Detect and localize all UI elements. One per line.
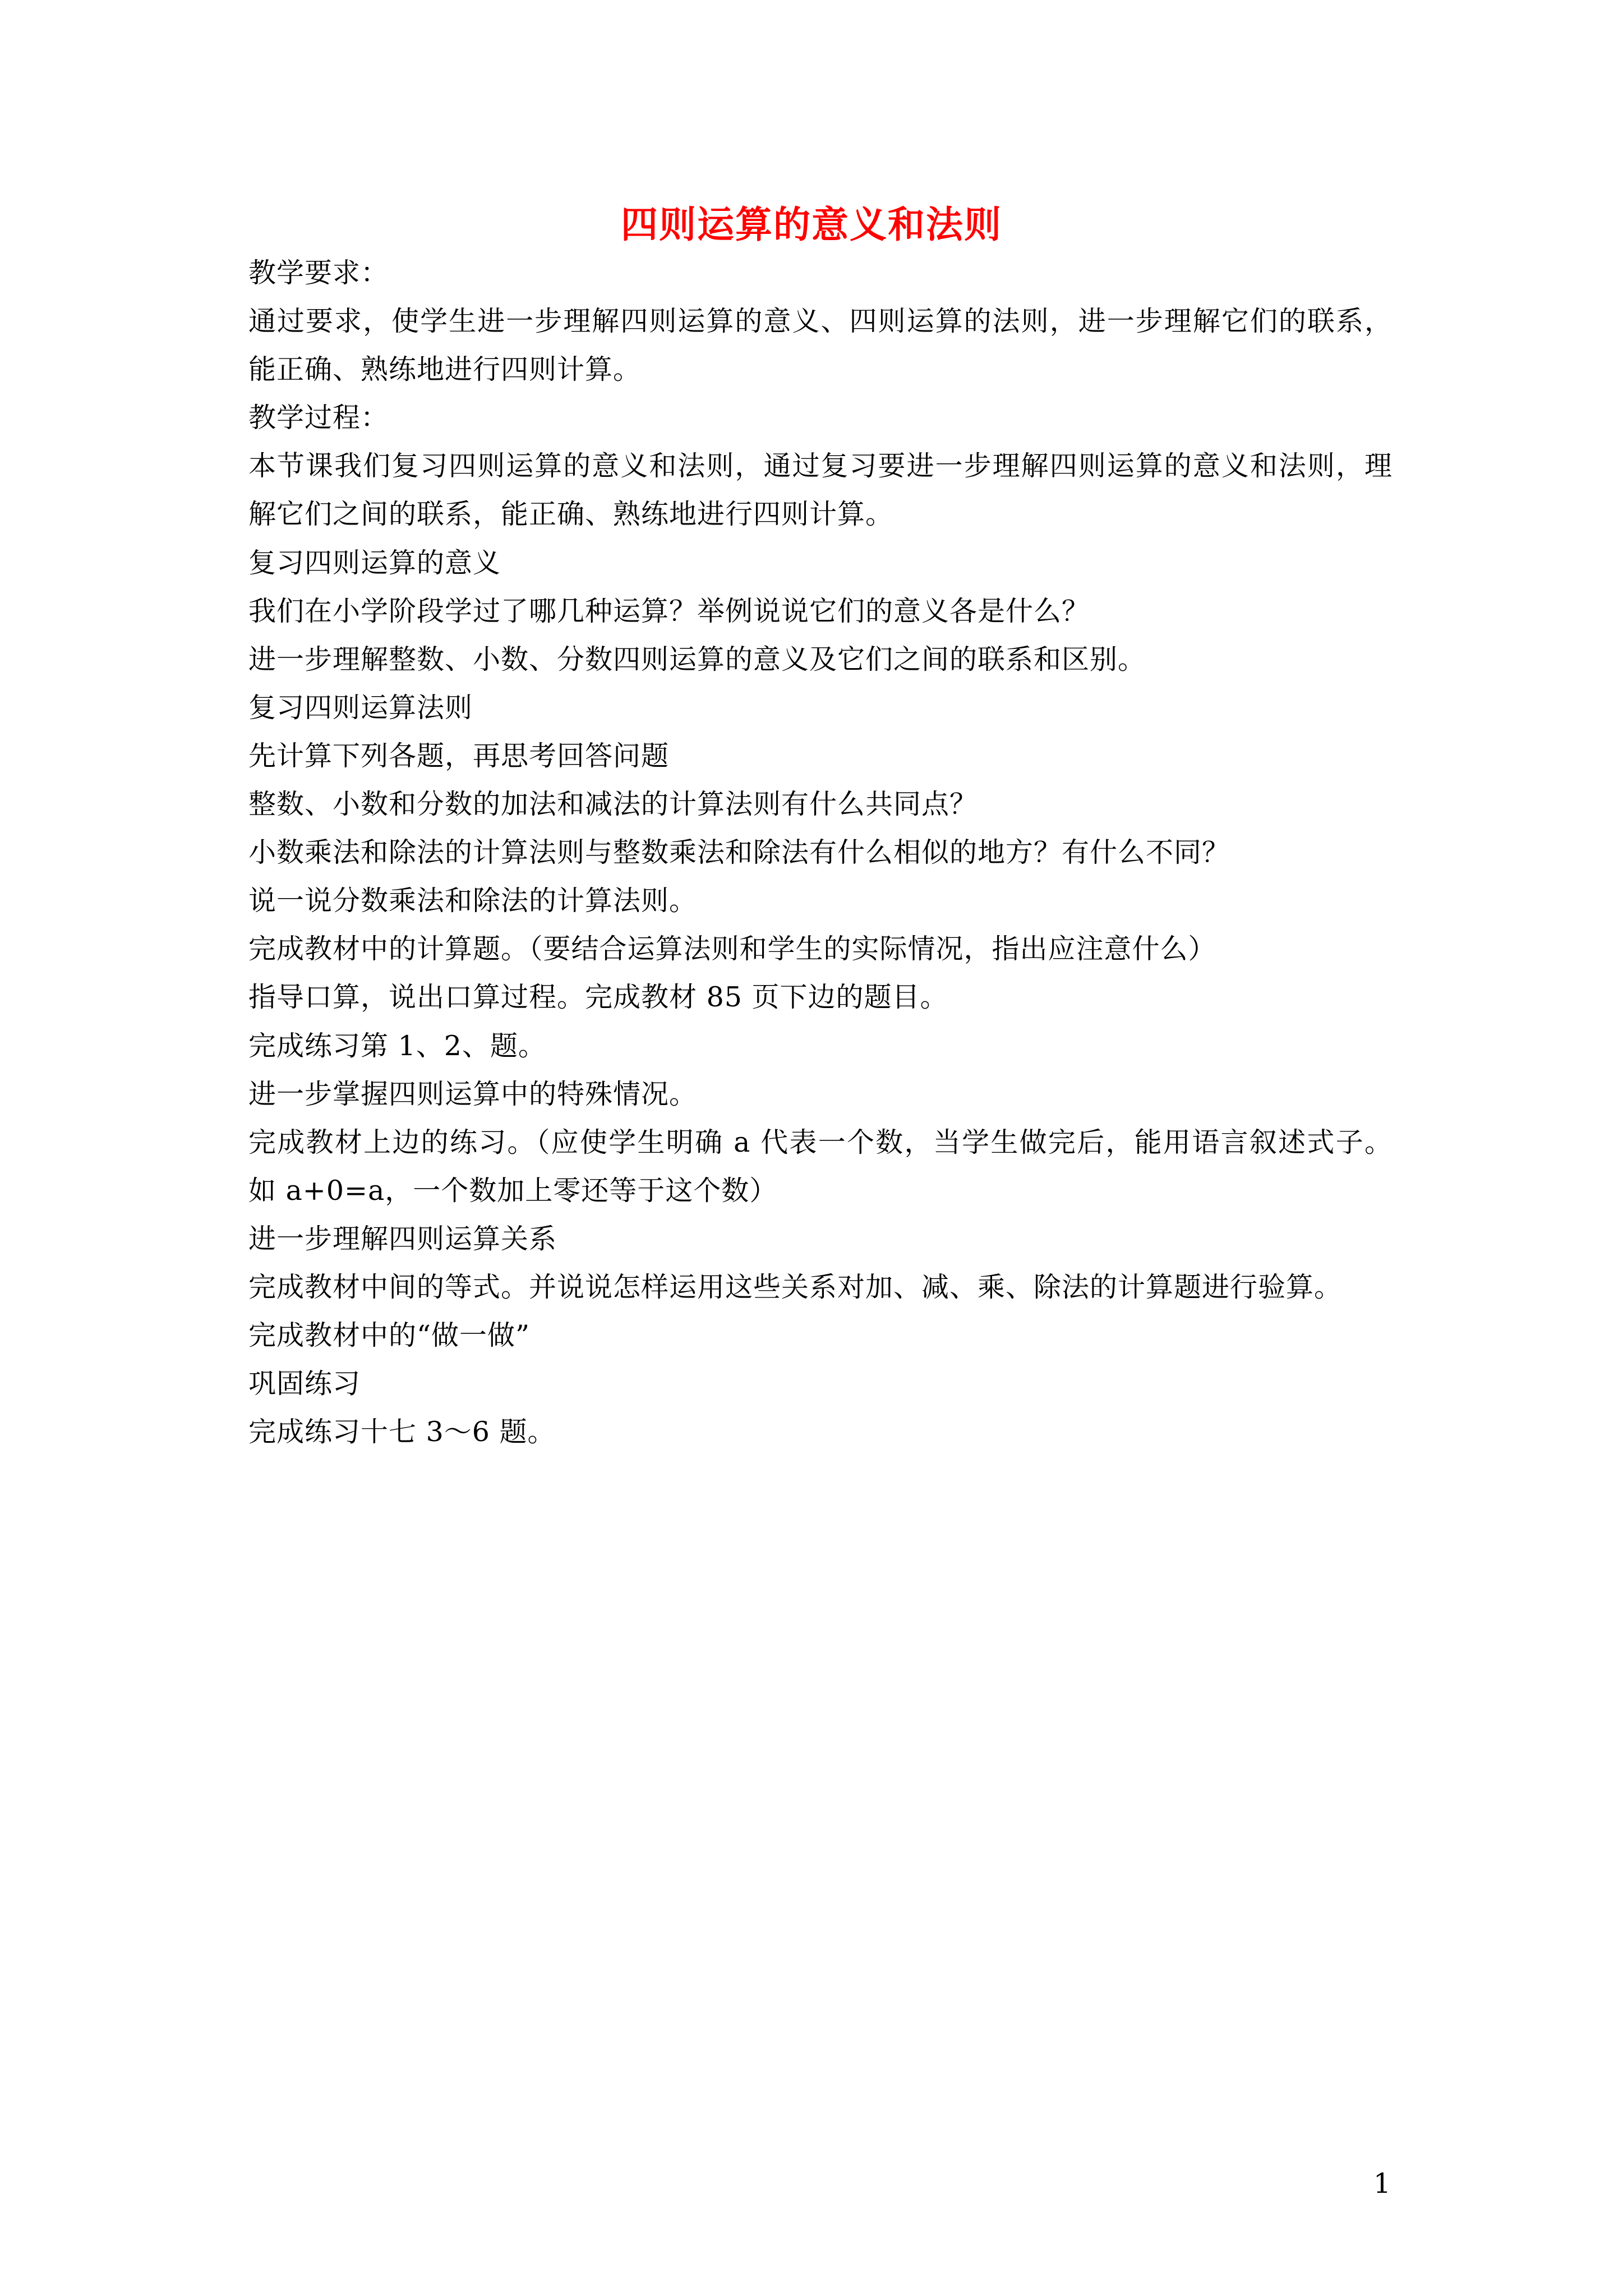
text-line: 解它们之间的联系，能正确、熟练地进行四则计算。: [248, 498, 894, 531]
text-line: 进一步理解四则运算关系: [248, 1222, 557, 1255]
text-line: 进一步掌握四则运算中的特殊情况。: [248, 1078, 698, 1110]
text-line: 教学过程：: [248, 402, 389, 434]
text-line: 说一说分数乘法和除法的计算法则。: [248, 885, 698, 917]
text-line: 先计算下列各题，再思考回答问题: [248, 739, 670, 772]
text-line: 巩固练习: [248, 1368, 361, 1400]
text-line: 我们在小学阶段学过了哪几种运算？举例说说它们的意义各是什么？: [248, 595, 1090, 627]
text-line: 指导口算，说出口算过程。完成教材 85 页下边的题目。: [248, 981, 948, 1014]
document-title: 四则运算的意义和法则: [621, 203, 1002, 246]
text-line: 小数乘法和除法的计算法则与整数乘法和除法有什么相似的地方？有什么不同？: [248, 836, 1230, 869]
text-line: 进一步理解整数、小数、分数四则运算的意义及它们之间的联系和区别。: [248, 643, 1146, 675]
text-line: 能正确、熟练地进行四则计算。: [248, 353, 642, 386]
text-line: 完成教材中间的等式。并说说怎样运用这些关系对加、减、乘、除法的计算题进行验算。: [248, 1271, 1343, 1303]
text-line: 复习四则运算法则: [248, 691, 473, 724]
text-line: 完成教材中的计算题。（要结合运算法则和学生的实际情况，指出应注意什么）: [248, 933, 1216, 965]
page-number: 1: [1373, 2168, 1391, 2200]
text-line: 完成练习第 1、2、题。: [248, 1029, 546, 1062]
text-line: 完成教材上边的练习。（应使学生明确 a 代表一个数，当学生做完后，能用语言叙述式子。: [248, 1126, 1393, 1158]
text-line: 整数、小数和分数的加法和减法的计算法则有什么共同点？: [248, 788, 978, 821]
text-line: 复习四则运算的意义: [248, 546, 501, 579]
document-body: [248, 256, 1393, 1463]
text-line: 完成教材中的“做一做”: [248, 1319, 531, 1352]
text-line: 本节课我们复习四则运算的意义和法则，通过复习要进一步理解四则运算的意义和法则，理: [248, 450, 1393, 482]
text-line: 通过要求，使学生进一步理解四则运算的意义、四则运算的法则，进一步理解它们的联系，: [248, 305, 1393, 338]
text-line: 完成练习十七 3～6 题。: [248, 1416, 556, 1448]
text-line: 如 a+0=a，一个数加上零还等于这个数）: [248, 1174, 778, 1207]
text-line: 教学要求：: [248, 257, 389, 289]
